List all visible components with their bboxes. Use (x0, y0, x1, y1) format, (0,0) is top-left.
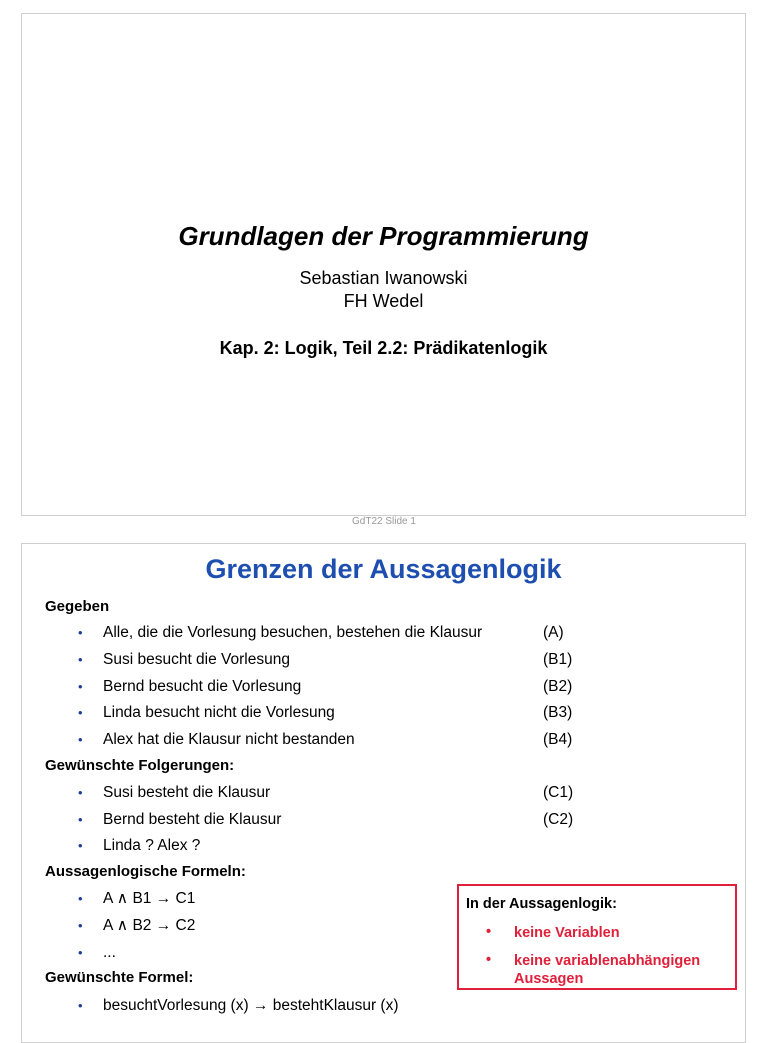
slide-title: Grenzen der Aussagenlogik (205, 554, 562, 584)
section-heading-desired: Gewünschte Formel: (45, 969, 194, 986)
bullet-icon: • (78, 732, 83, 747)
chapter-title: Kap. 2: Logik, Teil 2.2: Prädikatenlogik (219, 338, 548, 358)
bullet-icon: • (486, 952, 492, 968)
list-item: • Bernd besucht die Vorlesung (B2) (78, 678, 573, 695)
list-item: • Susi besteht die Klausur (C1) (78, 784, 574, 801)
list-item: • ... (78, 944, 116, 961)
note-title: In der Aussagenlogik: (466, 896, 617, 912)
content-slide (21, 543, 746, 1043)
author-block (22, 267, 745, 313)
section-heading-formulas: Aussagenlogische Formeln: (45, 863, 246, 880)
slide-title: Grundlagen der Programmierung (178, 221, 589, 251)
bullet-icon: • (486, 924, 492, 940)
list-item: • besuchtVorlesung (x) → bestehtKlausur (x) (78, 997, 399, 1014)
list-item: • Linda ? Alex ? (78, 837, 201, 854)
title-slide (21, 13, 746, 516)
bullet-icon: • (78, 918, 83, 933)
bullet-icon: • (78, 625, 83, 640)
list-item: • Bernd besteht die Klausur (C2) (78, 811, 574, 828)
bullet-icon: • (78, 785, 83, 800)
bullet-icon: • (78, 652, 83, 667)
bullet-icon: • (78, 679, 83, 694)
list-item: • A ∧ B1 → C1 (78, 890, 196, 907)
section-heading-conclusions: Gewünschte Folgerungen: (45, 757, 235, 774)
list-item: • Linda besucht nicht die Vorlesung (B3) (78, 704, 573, 721)
bullet-icon: • (78, 812, 83, 827)
list-item: • Alle, die die Vorlesung besuchen, bestehen die Klausur (A) (78, 624, 564, 641)
institution: FH Wedel (343, 291, 424, 311)
slide-footer: GdT22 Slide 1 (352, 516, 416, 527)
list-item: • Alex hat die Klausur nicht bestanden (B4) (78, 731, 573, 748)
bullet-icon: • (78, 945, 83, 960)
bullet-icon: • (78, 891, 83, 906)
list-item: • A ∧ B2 → C2 (78, 917, 196, 934)
author-name: Sebastian Iwanowski (299, 268, 468, 288)
bullet-icon: • (78, 705, 83, 720)
list-item: • Susi besucht die Vorlesung (B1) (78, 651, 573, 668)
note-box: In der Aussagenlogik: • keine Variablen • keine variablenabhängigen Aussagen (457, 884, 737, 990)
section-heading-given: Gegeben (45, 598, 110, 615)
bullet-icon: • (78, 998, 83, 1013)
bullet-icon: • (78, 838, 83, 853)
